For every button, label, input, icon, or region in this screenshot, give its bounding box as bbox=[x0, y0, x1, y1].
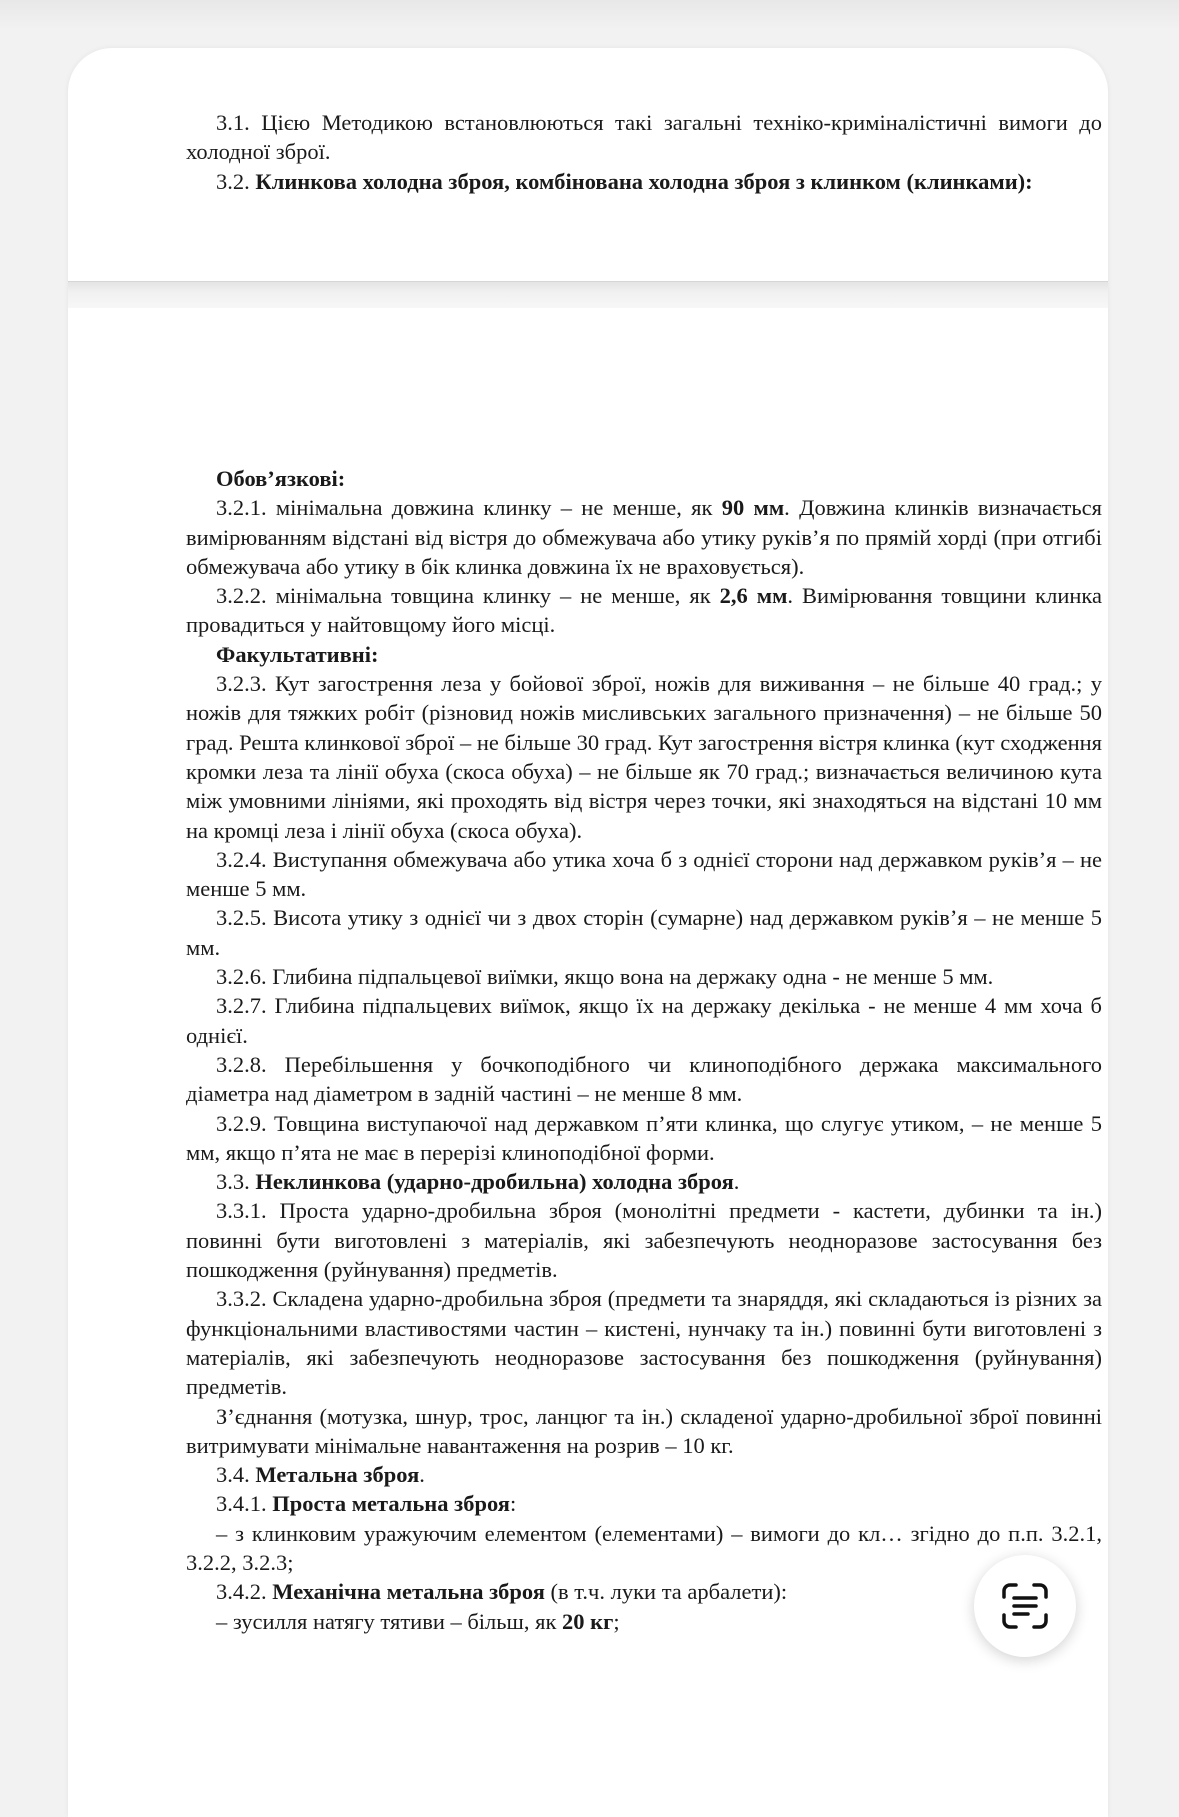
page-2-top-text bbox=[186, 464, 1102, 1636]
paragraph bbox=[186, 962, 1102, 991]
text-run: – з клинковим уражуючим елементом (елементами) – вимоги до кл… згідно до п.п. 3.2.1, 3.2.2, 3.2.3; bbox=[186, 1520, 1102, 1575]
text-run: – зусилля натягу тятиви – більш, як bbox=[216, 1608, 563, 1634]
bold-text: Обов’язкові: bbox=[216, 466, 346, 491]
text-run: 3.2.5. Висота утику з однієї чи з двох сторін (сумарне) над державком руків’я – не менше 5 мм. bbox=[186, 905, 1102, 960]
bold-text: 20 кг bbox=[562, 1608, 614, 1634]
bold-text: 90 мм bbox=[721, 495, 785, 521]
paragraph bbox=[186, 1460, 1102, 1489]
text-run: 3.1. Цією Методикою встановлюються такі загальні техніко-криміналістичні вимоги до холодної зброї. bbox=[186, 110, 1102, 165]
paragraph bbox=[186, 1519, 1102, 1578]
text-run: 3.4.1. bbox=[216, 1491, 273, 1517]
text-run: . Вимірювання товщини клинка провадиться у найтовщому його місці. bbox=[186, 583, 1102, 638]
text-run: 3.2.6. Глибина підпальцевої виїмки, якщо вона на держаку одна - не менше 5 мм. bbox=[216, 964, 994, 990]
text-scan-icon bbox=[1000, 1581, 1050, 1631]
bold-text: Факультативні: bbox=[216, 641, 379, 667]
text-run: . bbox=[419, 1462, 425, 1488]
text-run: . bbox=[733, 1169, 740, 1195]
paragraph bbox=[186, 1284, 1102, 1401]
text-run: 3.2.4. Виступання обмежувача або утика хоча б з однієї сторони над державком руків’я – не менше 5 мм. bbox=[186, 846, 1102, 902]
text-run: (в т.ч. луки та арбалети): bbox=[544, 1579, 788, 1605]
paragraph bbox=[186, 1402, 1102, 1461]
live-text-button[interactable] bbox=[974, 1555, 1076, 1657]
paragraph bbox=[186, 991, 1102, 1050]
paragraph bbox=[186, 1109, 1102, 1168]
text-run: ; bbox=[613, 1608, 620, 1634]
text-run: : bbox=[509, 1491, 517, 1517]
paragraph bbox=[186, 640, 1102, 669]
text-run: 3.2.1. мінімальна довжина клинку – не менше, як bbox=[216, 495, 722, 521]
paragraph bbox=[186, 669, 1102, 845]
text-run: З’єднання (мотузка, шнур, трос, ланцюг та ін.) складеної ударно-дробильної зброї повинні витримувати мінімальне навантаження на розрив – 10 кг. bbox=[186, 1403, 1102, 1458]
text-run: 3.2.9. Товщина виступаючої над державком п’яти клинка, що слугує утиком, – не менше 5 мм, якщо п’ята не має в перерізі клиноподібної форми. bbox=[186, 1110, 1102, 1165]
text-run: 3.2.7. Глибина підпальцевих виїмок, якщо їх на держаку декілька - не менше 4 мм хоча б однієї. bbox=[186, 993, 1102, 1048]
paragraph bbox=[186, 1196, 1102, 1284]
paragraph bbox=[186, 903, 1102, 962]
paragraph bbox=[186, 1489, 1102, 1518]
bold-text: Неклинкова (ударно-дробильна) холодна зброя bbox=[255, 1169, 734, 1195]
bold-text: Проста метальна зброя bbox=[272, 1491, 510, 1517]
top-fade bbox=[0, 0, 1179, 30]
paragraph bbox=[186, 1607, 1102, 1636]
paragraph bbox=[186, 108, 1102, 167]
text-run: 3.3.2. Складена ударно-дробильна зброя (предмети та знаряддя, які складаються із різних за функціональними властивостями частин – кистені, нунчаку та ін.) повинні бути виготовлені з матеріалів, які забезпечують неодноразове застосування без пошкодження (руйнування) предметів. bbox=[186, 1286, 1102, 1400]
page-break bbox=[68, 281, 1108, 308]
bold-text: Метальна зброя bbox=[255, 1462, 420, 1488]
paragraph bbox=[186, 1050, 1102, 1109]
paragraph bbox=[186, 581, 1102, 640]
paragraph bbox=[186, 464, 1102, 493]
bold-text: 2,6 мм bbox=[719, 583, 788, 609]
text-run: 3.4.2. bbox=[216, 1579, 273, 1605]
text-run: 3.4. bbox=[216, 1462, 256, 1488]
bold-text: Механічна метальна зброя bbox=[272, 1579, 545, 1605]
paragraph bbox=[186, 1167, 1102, 1196]
paragraph bbox=[186, 493, 1102, 581]
text-run: 3.3.1. Проста ударно-дробильна зброя (монолітні предмети - кастети, дубинки та ін.) повинні бути виготовлені з матеріалів, які забезпечують неодноразове застосування без пошкодження (руйнування) предметів. bbox=[186, 1198, 1102, 1283]
page-1-bottom-text bbox=[186, 108, 1102, 196]
text-run: 3.2.8. Перебільшення у бочкоподібного чи клиноподібного держака максимального діаметра над діаметром в задній частині – не менше 8 мм. bbox=[186, 1051, 1102, 1107]
text-run: 3.3. bbox=[216, 1169, 256, 1195]
paragraph bbox=[186, 845, 1102, 904]
text-run: 3.2.2. мінімальна товщина клинку – не менше, як bbox=[216, 583, 720, 609]
text-run: 3.2.3. Кут загострення леза у бойової зброї, ножів для виживання – не більше 40 град.; у ножів для тяжких робіт (різновид ножів мисливських загального призначення) – не більше 50 град. Решта клинкової зброї – не більше 30 град. Кут загострення вістря клинка (кут сходження кромки леза та лінії обуха (скоса обуха) – не більше як 70 град.; визначається величиною кута між умовними лініями, які проходять від вістря через точки, які знаходяться на відстані 10 мм на кромці леза і лінії обуха (скоса обуха). bbox=[186, 671, 1102, 843]
document-page[interactable] bbox=[68, 48, 1108, 1817]
paragraph bbox=[186, 167, 1102, 196]
text-run: 3.2. bbox=[216, 168, 256, 194]
paragraph bbox=[186, 1577, 1102, 1606]
bold-text: Клинкова холодна зброя, комбінована холодна зброя з клинком (клинками): bbox=[255, 168, 1033, 194]
text-run: . Довжина клинків визначається вимірюванням відстані від вістря до обмежувача або утику руків’я по прямій хорді (при отгибі обмежувача або утику в бік клинка довжина їх не враховується). bbox=[186, 495, 1102, 579]
